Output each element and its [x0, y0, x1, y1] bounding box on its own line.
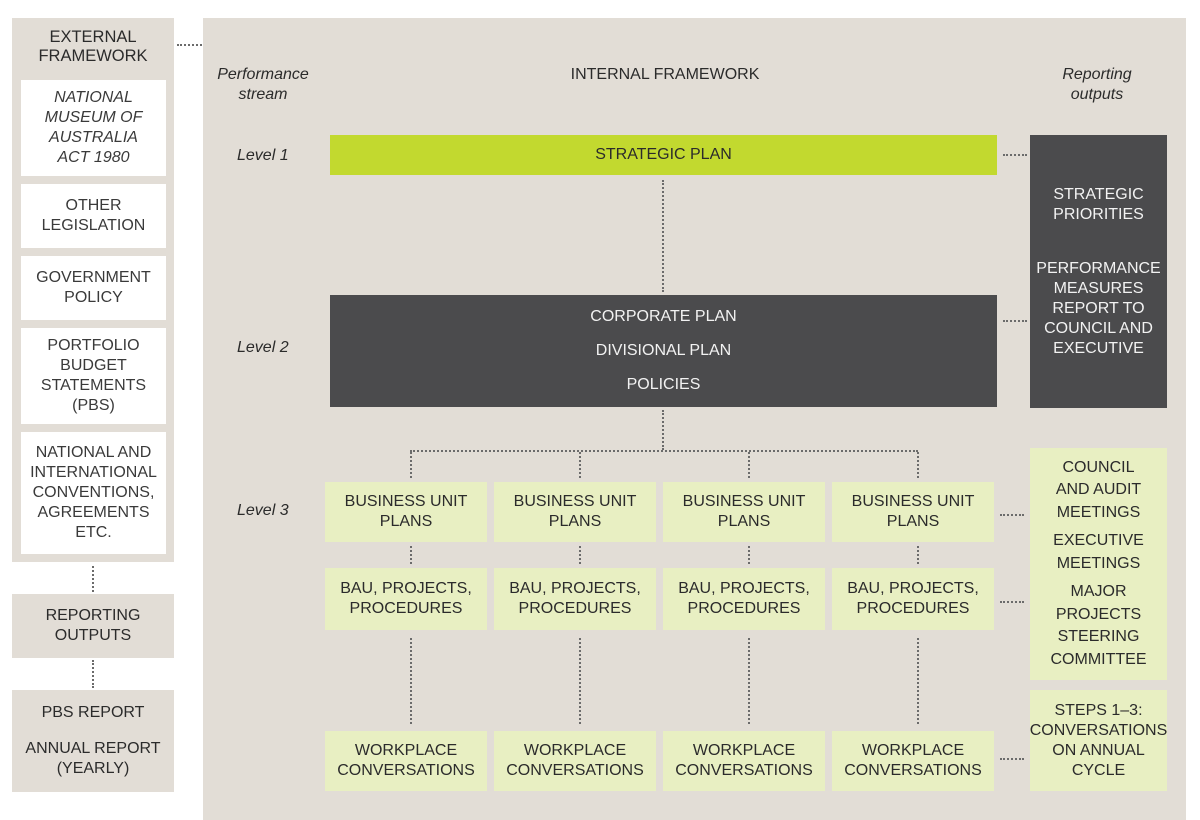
business-unit-plans-2: BUSINESS UNIT PLANS — [494, 482, 656, 542]
workplace-conversations-3: WORKPLACE CONVERSATIONS — [663, 731, 825, 791]
level-1-label: Level 1 — [237, 147, 289, 164]
workplace-conversations-2: WORKPLACE CONVERSATIONS — [494, 731, 656, 791]
performance-stream-header: Performance stream — [217, 66, 309, 103]
strategic-priorities: STRATEGIC PRIORITIES — [1053, 185, 1144, 223]
external-item-conventions: NATIONAL AND INTERNATIONAL CONVENTIONS, AGREEMENTS ETC. — [21, 432, 166, 554]
bau-projects-3: BAU, PROJECTS, PROCEDURES — [663, 568, 825, 630]
divisional-plan: DIVISIONAL PLAN — [595, 342, 732, 359]
workplace-conversations-1: WORKPLACE CONVERSATIONS — [325, 731, 487, 791]
major-projects-steering: MAJOR PROJECTS STEERING COMMITTEE — [1050, 583, 1147, 668]
bau-projects-2: BAU, PROJECTS, PROCEDURES — [494, 568, 656, 630]
external-item-nma-act: NATIONAL MUSEUM OF AUSTRALIA ACT 1980 — [21, 80, 166, 176]
external-item-pbs: PORTFOLIO BUDGET STATEMENTS (PBS) — [21, 328, 166, 424]
meetings-outputs-box — [1030, 448, 1167, 680]
level-2-label: Level 2 — [237, 339, 289, 356]
connector-col3-b — [748, 638, 750, 724]
connector-external-internal — [177, 44, 202, 46]
annual-report: ANNUAL REPORT (YEARLY) — [25, 740, 161, 777]
business-unit-plans-3: BUSINESS UNIT PLANS — [663, 482, 825, 542]
bau-projects-1: BAU, PROJECTS, PROCEDURES — [325, 568, 487, 630]
connector-col4-a — [917, 546, 919, 564]
steps-conversations-box: STEPS 1–3: CONVERSATIONS ON ANNUAL CYCLE — [1030, 690, 1167, 791]
connector-left-2 — [92, 660, 94, 688]
business-unit-plans-4: BUSINESS UNIT PLANS — [832, 482, 994, 542]
connector-left-1 — [92, 566, 94, 592]
business-unit-plans-1: BUSINESS UNIT PLANS — [325, 482, 487, 542]
internal-framework-header: INTERNAL FRAMEWORK — [570, 66, 760, 83]
connector-level2-outputs — [1003, 320, 1027, 322]
connector-branch-4 — [917, 452, 919, 478]
connector-branch-2 — [579, 452, 581, 478]
pbs-report: PBS REPORT — [41, 704, 145, 721]
left-reporting-outputs-label: REPORTING OUTPUTS — [45, 607, 141, 644]
performance-measures: PERFORMANCE MEASURES REPORT TO COUNCIL AND EXECUTIVE — [1036, 259, 1161, 357]
reporting-outputs-header: Reporting outputs — [1062, 66, 1132, 103]
left-reports-box — [12, 690, 174, 792]
left-reporting-outputs — [12, 594, 174, 658]
executive-meetings: EXECUTIVE MEETINGS — [1053, 532, 1144, 572]
council-audit-meetings: COUNCIL AND AUDIT MEETINGS — [1055, 458, 1142, 521]
connector-col2-a — [579, 546, 581, 564]
connector-branch-1 — [410, 452, 412, 478]
connector-strategic-outputs — [1003, 154, 1027, 156]
level-3-label: Level 3 — [237, 502, 289, 519]
workplace-conversations-4: WORKPLACE CONVERSATIONS — [832, 731, 994, 791]
strategic-plan-box: STRATEGIC PLAN — [330, 135, 997, 175]
connector-branch-horizontal — [410, 450, 918, 452]
level-2-box — [330, 295, 997, 407]
strategic-outputs-box — [1030, 135, 1167, 408]
connector-col2-b — [579, 638, 581, 724]
corporate-plan: CORPORATE PLAN — [590, 308, 737, 325]
connector-col1-b — [410, 638, 412, 724]
external-framework-title: EXTERNAL FRAMEWORK — [38, 28, 148, 65]
policies: POLICIES — [626, 376, 701, 393]
connector-branch-3 — [748, 452, 750, 478]
connector-col3-a — [748, 546, 750, 564]
bau-projects-4: BAU, PROJECTS, PROCEDURES — [832, 568, 994, 630]
external-item-government-policy: GOVERNMENT POLICY — [21, 256, 166, 320]
connector-col1-a — [410, 546, 412, 564]
connector-l1-l2 — [662, 180, 664, 292]
connector-col4-b — [917, 638, 919, 724]
connector-bup-outputs — [1000, 514, 1024, 516]
connector-l2-branch — [662, 410, 664, 450]
connector-bau-outputs — [1000, 601, 1024, 603]
external-item-other-legislation: OTHER LEGISLATION — [21, 184, 166, 248]
connector-workplace-outputs — [1000, 758, 1024, 760]
